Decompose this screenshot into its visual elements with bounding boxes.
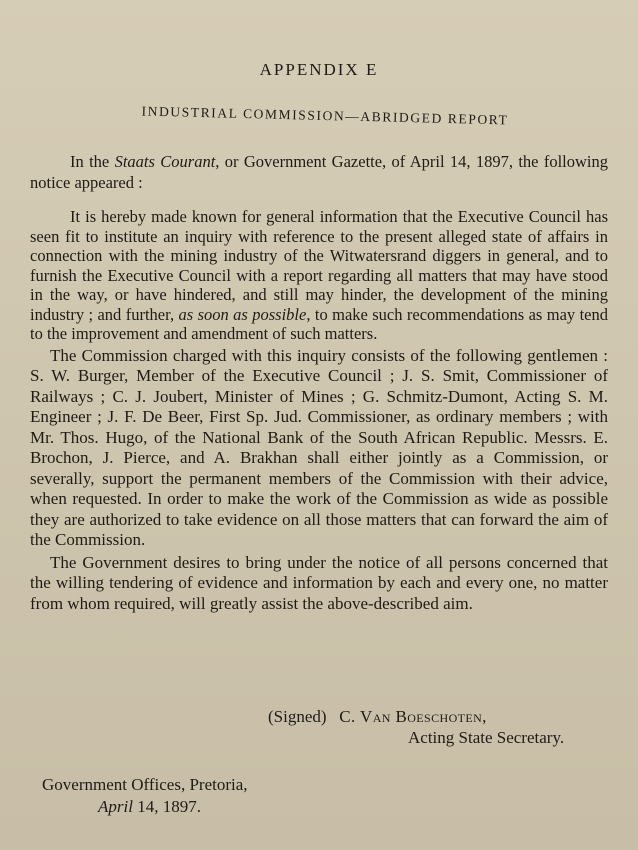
notice-text-after: , to make such recommendations as may tend to the improvement and amendment of such matters. [30,304,608,343]
issue-date [98,797,201,817]
intro-text-after: , or Government Gazette, of April 14, 1897, the following notice appeared : [30,152,608,192]
appendix-heading: APPENDIX E [259,60,379,79]
signatory-name: C. Van Boeschoten, [339,707,487,726]
government-offices: Government Offices, Pretoria, [42,775,248,794]
report-title: INDUSTRIAL COMMISSION—ABRIDGED REPORT [141,103,509,128]
date-month: April [98,797,133,816]
signature-line [268,707,487,727]
commission-paragraph: The Commission charged with this inquiry consists of the following gentlemen : S. W. Burger, Member of the Executive Council ; J. S. Smit, Commissioner of Railways ; C. J. Joubert, Minister of Mines ; G. Schmitz-Dumont, Acting S. M. Engineer ; J. F. De Beer, First Sp. Jud. Commissioner, as ordinary members ; with Mr. Thos. Hugo, of the National Bank of the South African Republic. Messrs. E. Brochon, J. Pierce, and A. Brakhan shall either jointly as a Commission, or severally, support the permanent members of the Commission with their advice, when requested. In order to make the work of the Commission as wide as possible they are authorized to take evidence on all those matters that can forward the aim of the Commission. [30,345,608,549]
notice-emphasis: as soon as possible [178,304,307,324]
date-rest: 14, 1897. [132,797,201,816]
intro-text-before: In the [70,152,115,171]
notice-text-before: It is hereby made known for general information that the Executive Council has seen fit to institute an inquiry with reference to the present alleged state of affairs in connection with the mining industry of the Witwatersrand diggers in general, and to furnish the Executive Council with a report regarding all matters that may have stood in the way, or have hindered, and still may hinder, the development of the mining industry ; and further, [30,207,608,324]
notice-paragraph [30,207,608,344]
body-text [30,152,608,614]
newspaper-name: Staats Courant [114,152,216,171]
signatory-title: Acting State Secretary. [408,728,565,747]
intro-paragraph [30,152,608,193]
government-paragraph: The Government desires to bring under the notice of all persons concerned that the willing tendering of evidence and information by each and every one, no matter from whom required, will greatly assist the above-described aim. [30,552,608,613]
signed-label: (Signed) [268,707,327,726]
